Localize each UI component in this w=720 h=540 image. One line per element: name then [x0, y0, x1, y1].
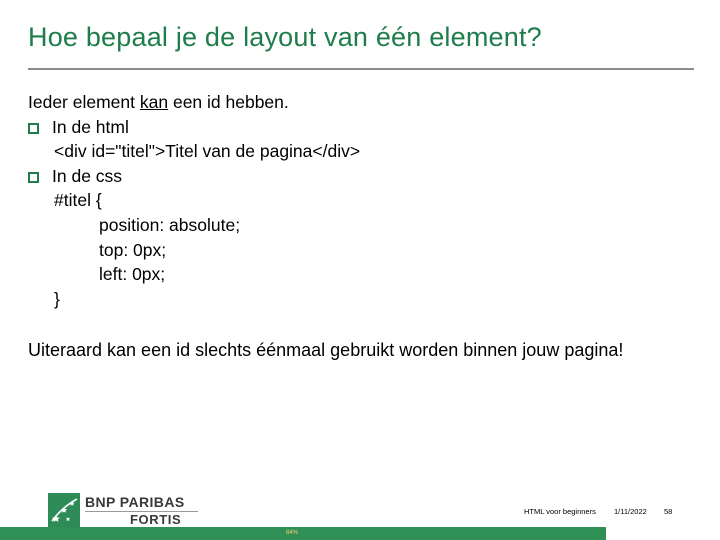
footer-page-number: 58	[664, 507, 673, 516]
slide-body	[28, 90, 360, 311]
css-close-brace: }	[54, 288, 60, 309]
stars-logo-icon	[48, 493, 80, 527]
logo-line1: BNP PARIBAS	[85, 494, 185, 510]
bullet-item	[28, 115, 360, 140]
code-line: <div id="titel">Titel van de pagina</div>	[54, 141, 361, 162]
closing-sentence: Uiteraard kan een id slechts éénmaal gebruikt worden binnen jouw pagina!	[28, 340, 624, 360]
bullet-label: In de html	[52, 116, 129, 137]
footer-course: HTML voor beginners	[524, 507, 596, 516]
bnp-paribas-fortis-logo	[48, 493, 198, 527]
square-bullet-icon	[28, 123, 39, 134]
intro-underlined-word: kan	[139, 92, 169, 112]
intro-line	[28, 90, 360, 115]
title-divider	[28, 68, 694, 70]
bullet-label: In de css	[52, 165, 123, 186]
logo-line2: FORTIS	[130, 512, 182, 527]
square-bullet-icon	[28, 172, 39, 183]
footer-bar-label: 84%	[286, 530, 299, 536]
bullet-item	[28, 164, 360, 189]
css-rule-line: top: 0px;	[99, 239, 167, 260]
css-rule-line: left: 0px;	[99, 264, 166, 285]
footer-bar	[0, 527, 606, 540]
code-line: #titel {	[54, 190, 102, 211]
footer-date: 1/11/2022	[614, 507, 647, 516]
intro-suffix: een id hebben.	[168, 92, 289, 112]
css-rule-line: position: absolute;	[99, 214, 241, 235]
intro-prefix: Ieder element	[28, 92, 140, 112]
slide-title: Hoe bepaal je de layout van één element?	[28, 22, 542, 52]
